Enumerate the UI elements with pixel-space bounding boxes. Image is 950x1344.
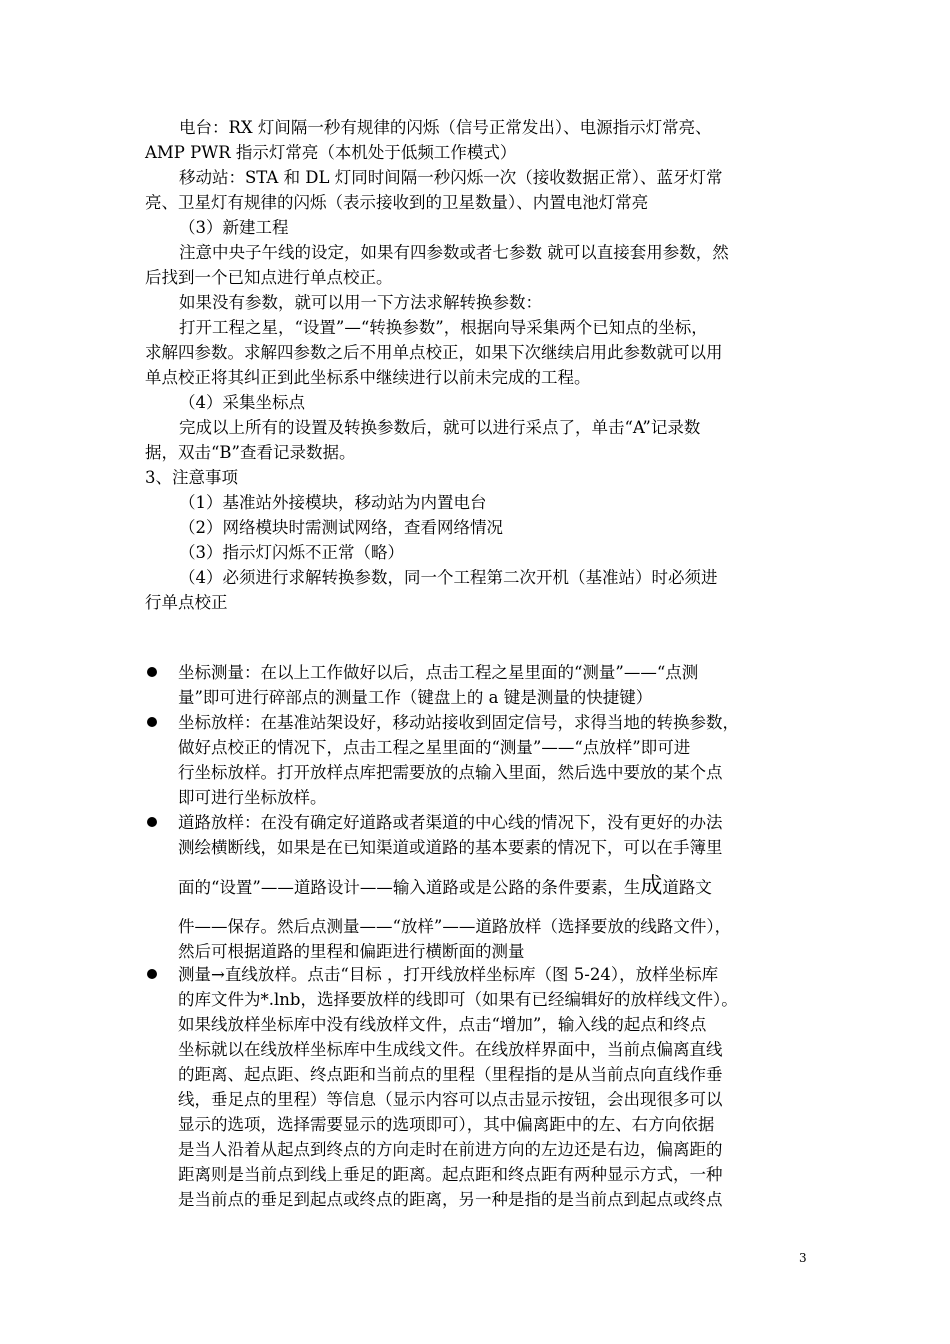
text-line: 单点校正将其纠正到此坐标系中继续进行以前未完成的工程。 bbox=[145, 368, 591, 387]
text-line: 件——保存。然后点测量——“放样”——道路放样（选择要放的线路文件）， bbox=[178, 917, 732, 936]
text-line: AMP PWR 指示灯常亮（本机处于低频工作模式） bbox=[145, 143, 517, 162]
bullet-road-stakeout bbox=[178, 810, 810, 964]
text-line: （4）采集坐标点 bbox=[179, 393, 305, 412]
heading-collect-points bbox=[145, 390, 810, 415]
text-line: 的库文件为*.lnb，选择要放样的线即可（如果有已经编辑好的放样线文件）。 bbox=[178, 990, 738, 1009]
text-line: 电台：RX 灯间隔一秒有规律的闪烁（信号正常发出）、电源指示灯常亮、 bbox=[179, 118, 712, 137]
text-span: 道路文 bbox=[662, 878, 712, 897]
text-line: 是当人沿着从起点到终点的方向走时在前进方向的左边还是右边，偏离距的 bbox=[178, 1140, 723, 1159]
text-line: 行单点校正 bbox=[145, 593, 228, 612]
text-line: 打开工程之星，“设置”—“转换参数”，根据向导采集两个已知点的坐标， bbox=[179, 318, 708, 337]
text-line: 坐标测量：在以上工作做好以后，点击工程之星里面的“测量”——“点测 bbox=[178, 663, 699, 682]
paragraph-no-parameters bbox=[145, 290, 810, 315]
note-item-3 bbox=[145, 540, 810, 565]
heading-notes bbox=[145, 465, 810, 490]
text-line: （1）基准站外接模块，移动站为内置电台 bbox=[179, 493, 487, 512]
text-line: 如果没有参数，就可以用一下方法求解转换参数： bbox=[179, 293, 542, 312]
text-line: 后找到一个已知点进行单点校正。 bbox=[145, 268, 393, 287]
text-line: 道路放样：在没有确定好道路或者渠道的中心线的情况下，没有更好的办法 bbox=[178, 813, 723, 832]
text-span: 面的“设置”——道路设计——输入道路或是公路的条件要素，生 bbox=[178, 878, 641, 897]
text-line: 线，垂足点的里程）等信息（显示内容可以点击显示按钮，会出现很多可以 bbox=[178, 1090, 723, 1109]
text-line: 是当前点的垂足到起点或终点的距离，另一种是指的是当前点到起点或终点 bbox=[178, 1190, 723, 1209]
text-line: （3）指示灯闪烁不正常（略） bbox=[179, 543, 404, 562]
text-line: 据，双击“B”查看记录数据。 bbox=[145, 443, 356, 462]
note-item-1 bbox=[145, 490, 810, 515]
text-line: 求解四参数。求解四参数之后不用单点校正，如果下次继续启用此参数就可以用 bbox=[145, 343, 723, 362]
text-line: 亮、卫星灯有规律的闪烁（表示接收到的卫星数量）、内置电池灯常亮 bbox=[145, 193, 649, 212]
note-item-2 bbox=[145, 515, 810, 540]
heading-new-project bbox=[145, 215, 810, 240]
page-number: 3 bbox=[799, 1251, 807, 1265]
text-line: 坐标就以在线放样坐标库中生成线文件。在线放样界面中，当前点偏离直线 bbox=[178, 1040, 723, 1059]
text-line: 显示的选项，选择需要显示的选项即可），其中偏离距中的左、右方向依据 bbox=[178, 1115, 715, 1134]
bullet-line-stakeout bbox=[178, 962, 810, 1212]
text-line: 完成以上所有的设置及转换参数后，就可以进行采点了，单击“A”记录数 bbox=[179, 418, 701, 437]
bullet-coordinate-measure bbox=[178, 660, 810, 710]
text-line: 如果线放样坐标库中没有线放样文件，点击“增加”，输入线的起点和终点 bbox=[178, 1015, 707, 1034]
text-line: 即可进行坐标放样。 bbox=[178, 788, 327, 807]
text-line bbox=[178, 874, 810, 900]
note-item-4 bbox=[145, 565, 810, 615]
paragraph-radio-status bbox=[145, 115, 810, 165]
text-line: 的距离、起点距、终点距和当前点的里程（里程指的是从当前点向直线作垂 bbox=[178, 1065, 723, 1084]
paragraph-central-meridian bbox=[145, 240, 810, 290]
bullet-dot bbox=[147, 667, 157, 677]
paragraph-record-data bbox=[145, 415, 810, 465]
text-line: （2）网络模块时需测试网络，查看网络情况 bbox=[179, 518, 503, 537]
text-line: 做好点校正的情况下，点击工程之星里面的“测量”——“点放样”即可进 bbox=[178, 738, 691, 757]
text-line: 然后可根据道路的里程和偏距进行横断面的测量 bbox=[178, 942, 525, 961]
text-line: 距离则是当前点到线上垂足的距离。起点距和终点距有两种显示方式，一种 bbox=[178, 1165, 723, 1184]
text-span: 成 bbox=[640, 874, 663, 899]
bullet-dot bbox=[147, 717, 157, 727]
bullet-dot bbox=[147, 817, 157, 827]
text-line: 量”即可进行碎部点的测量工作（键盘上的 a 键是测量的快捷键） bbox=[178, 688, 653, 707]
text-line: 坐标放样：在基准站架设好，移动站接收到固定信号，求得当地的转换参数， bbox=[178, 713, 739, 732]
paragraph-rover-status bbox=[145, 165, 810, 215]
paragraph-conversion-params bbox=[145, 315, 810, 390]
bullet-coordinate-stakeout bbox=[178, 710, 810, 810]
text-line: （4）必须进行求解转换参数，同一个工程第二次开机（基准站）时必须进 bbox=[179, 568, 718, 587]
text-line: 测绘横断线，如果是在已知渠道或道路的基本要素的情况下，可以在手簿里 bbox=[178, 838, 723, 857]
bullet-dot bbox=[147, 969, 157, 979]
text-line: 注意中央子午线的设定，如果有四参数或者七参数 就可以直接套用参数，然 bbox=[179, 243, 729, 262]
text-line: 移动站：STA 和 DL 灯同时间隔一秒闪烁一次（接收数据正常）、蓝牙灯常 bbox=[179, 168, 723, 187]
text-line: 行坐标放样。打开放样点库把需要放的点输入里面，然后选中要放的某个点 bbox=[178, 763, 723, 782]
text-line: （3）新建工程 bbox=[179, 218, 289, 237]
text-line: 3、注意事项 bbox=[145, 468, 238, 487]
text-line: 测量→直线放样。点击“目标 ，打开线放样坐标库（图 5-24），放样坐标库 bbox=[178, 965, 719, 984]
